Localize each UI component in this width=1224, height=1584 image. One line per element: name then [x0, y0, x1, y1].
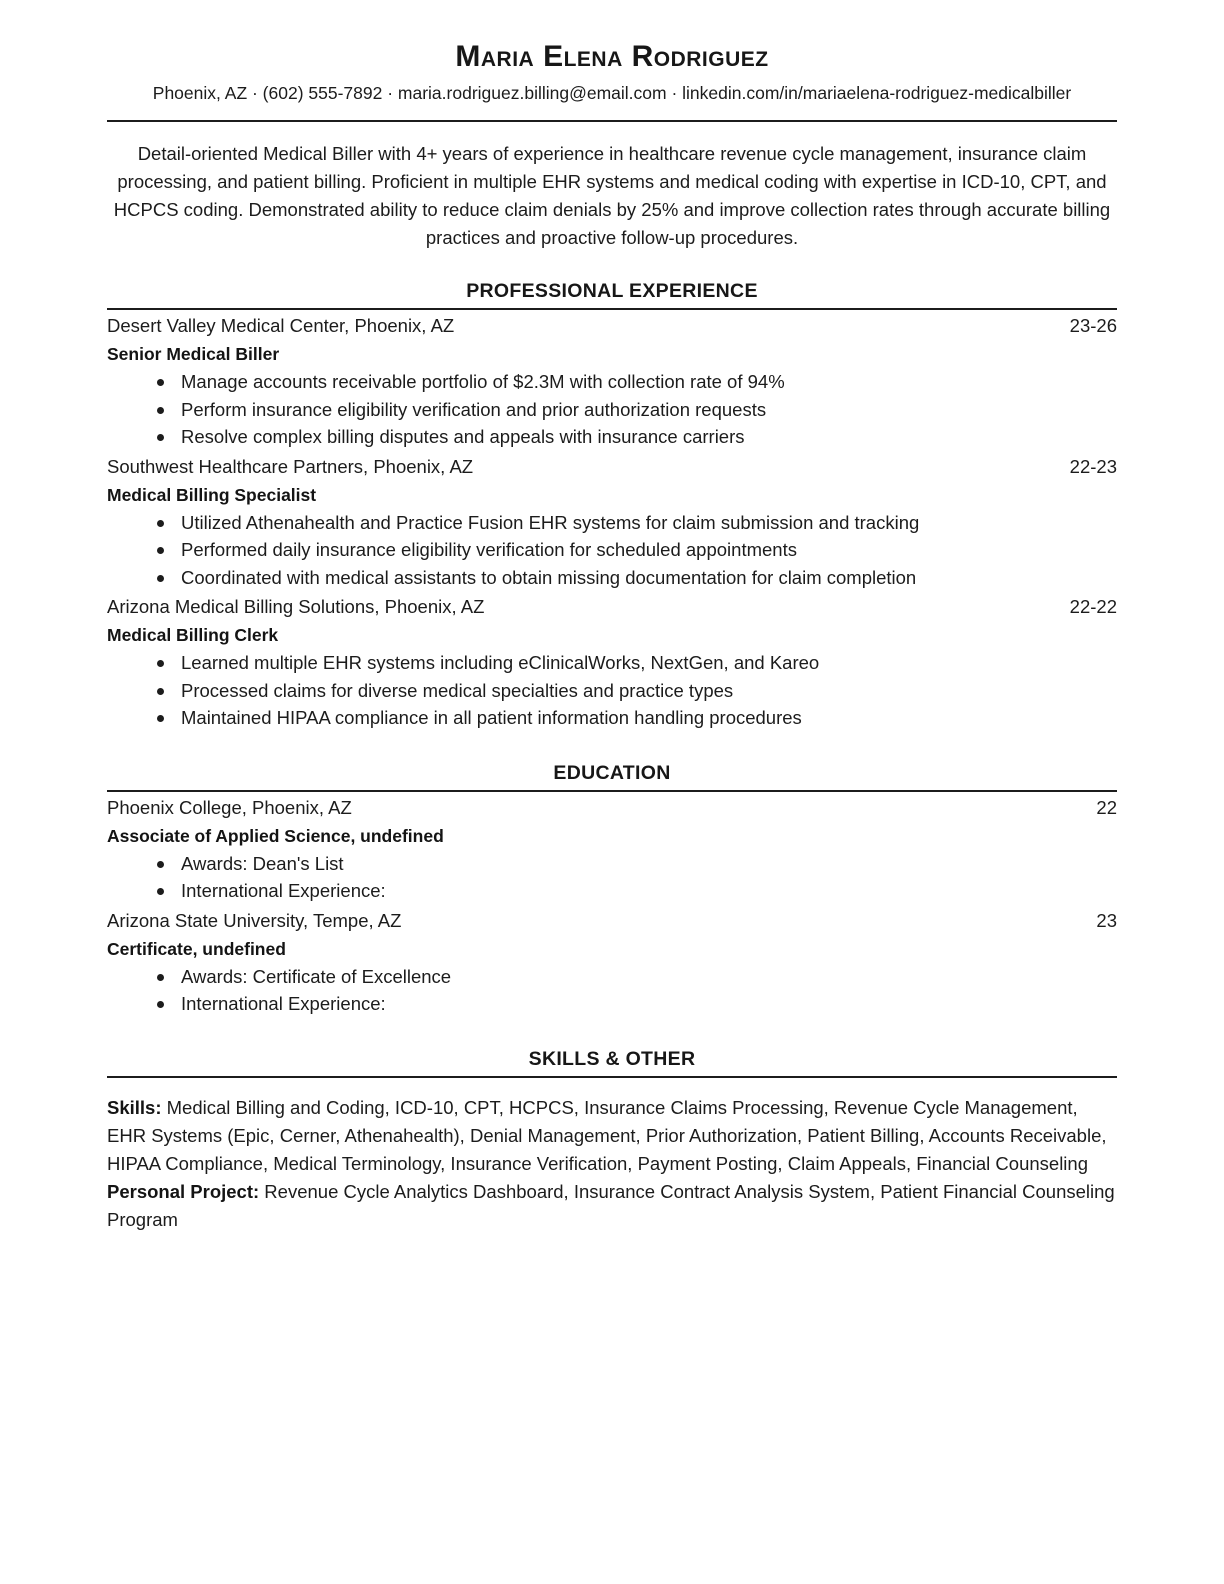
personal-project-content: Revenue Cycle Analytics Dashboard, Insurance Contract Analysis System, Patient Financial Counseling Program [107, 1180, 1115, 1230]
entry-dates: 22-23 [1069, 455, 1117, 477]
experience-entry-header [107, 312, 1117, 340]
education-bullet: International Experience: [157, 990, 1117, 1018]
school-name: Phoenix College, Phoenix, AZ [107, 796, 352, 818]
resume-header [107, 38, 1117, 107]
experience-bullet: Manage accounts receivable portfolio of $2.3M with collection rate of 94% [157, 368, 1117, 396]
entry-dates: 23 [1096, 909, 1117, 931]
experience-entry [107, 453, 1117, 592]
education-bullet: International Experience: [157, 877, 1117, 905]
education-bullet: Awards: Dean's List [157, 850, 1117, 878]
experience-bullet: Processed claims for diverse medical specialties and practice types [157, 677, 1117, 705]
experience-bullet: Utilized Athenahealth and Practice Fusion EHR systems for claim submission and tracking [157, 509, 1117, 537]
section-title-skills: SKILLS & OTHER [107, 1048, 1117, 1078]
experience-entry [107, 312, 1117, 451]
education-bullet-list [107, 963, 1117, 1018]
section-title-education: EDUCATION [107, 762, 1117, 792]
experience-bullet: Perform insurance eligibility verification and prior authorization requests [157, 396, 1117, 424]
experience-bullet: Maintained HIPAA compliance in all patient information handling procedures [157, 704, 1117, 732]
education-bullet-list [107, 850, 1117, 905]
education-entry [107, 794, 1117, 905]
education-entry [107, 907, 1117, 1018]
education-entry-header [107, 907, 1117, 935]
degree-title: Associate of Applied Science, undefined [107, 825, 444, 846]
experience-bullet-list [107, 649, 1117, 732]
skills-label: Skills: [107, 1096, 162, 1118]
personal-project-line [107, 1178, 1117, 1234]
skills-block [107, 1094, 1117, 1234]
job-title: Medical Billing Specialist [107, 484, 317, 505]
experience-bullet: Resolve complex billing disputes and appeals with insurance carriers [157, 423, 1117, 451]
contact-info: Phoenix, AZ · (602) 555-7892 · maria.rodriguez.billing@email.com · linkedin.com/in/mariaelena-rodriguez-medicalbiller [152, 83, 1072, 103]
entry-dates: 23-26 [1069, 315, 1117, 336]
education-bullet: Awards: Certificate of Excellence [157, 963, 1117, 991]
school-name: Arizona State University, Tempe, AZ [107, 909, 402, 931]
header-divider [107, 120, 1117, 122]
education-entry-header [107, 794, 1117, 822]
section-education [107, 762, 1117, 1018]
entry-dates: 22-22 [1069, 596, 1117, 617]
person-name: Maria Elena Rodriguez [455, 40, 769, 73]
experience-bullet: Learned multiple EHR systems including eClinicalWorks, NextGen, and Kareo [157, 649, 1117, 677]
experience-bullet: Coordinated with medical assistants to obtain missing documentation for claim completion [157, 564, 1117, 592]
job-title: Senior Medical Biller [107, 344, 280, 364]
experience-bullet-list [107, 509, 1117, 592]
experience-entry-header [107, 593, 1117, 621]
entry-dates: 22 [1096, 796, 1117, 818]
degree-title: Certificate, undefined [107, 938, 286, 959]
summary-paragraph: Detail-oriented Medical Biller with 4+ years of experience in healthcare revenue cycle management, insurance claim processing, and patient billing. Proficient in multiple EHR systems and medical coding with expertise in ICD-10, CPT, and HCPCS coding. Demonstrated ability to reduce claim denials by 25% and improve collection rates through accurate billing practices and proactive follow-up procedures. [113, 143, 1111, 248]
section-title-experience: PROFESSIONAL EXPERIENCE [107, 280, 1117, 310]
section-skills-other [107, 1048, 1117, 1234]
experience-bullet-list [107, 368, 1117, 451]
company-name: Southwest Healthcare Partners, Phoenix, AZ [107, 455, 474, 477]
company-name: Desert Valley Medical Center, Phoenix, AZ [107, 315, 455, 336]
personal-project-label: Personal Project: [107, 1180, 260, 1202]
job-title: Medical Billing Clerk [107, 625, 279, 645]
skills-line [107, 1094, 1117, 1178]
experience-entry [107, 593, 1117, 732]
section-professional-experience [107, 280, 1117, 732]
experience-bullet: Performed daily insurance eligibility verification for scheduled appointments [157, 536, 1117, 564]
company-name: Arizona Medical Billing Solutions, Phoenix, AZ [107, 596, 485, 617]
skills-content: Medical Billing and Coding, ICD-10, CPT, HCPCS, Insurance Claims Processing, Revenue Cycle Management, EHR Systems (Epic, Cerner, Athenahealth), Denial Management, Prior Authorization, Patient Billing, Accounts Receivable, HIPAA Compliance, Medical Terminology, Insurance Verification, Payment Posting, Claim Appeals, Financial Counseling [107, 1096, 1107, 1174]
experience-entry-header [107, 453, 1117, 481]
